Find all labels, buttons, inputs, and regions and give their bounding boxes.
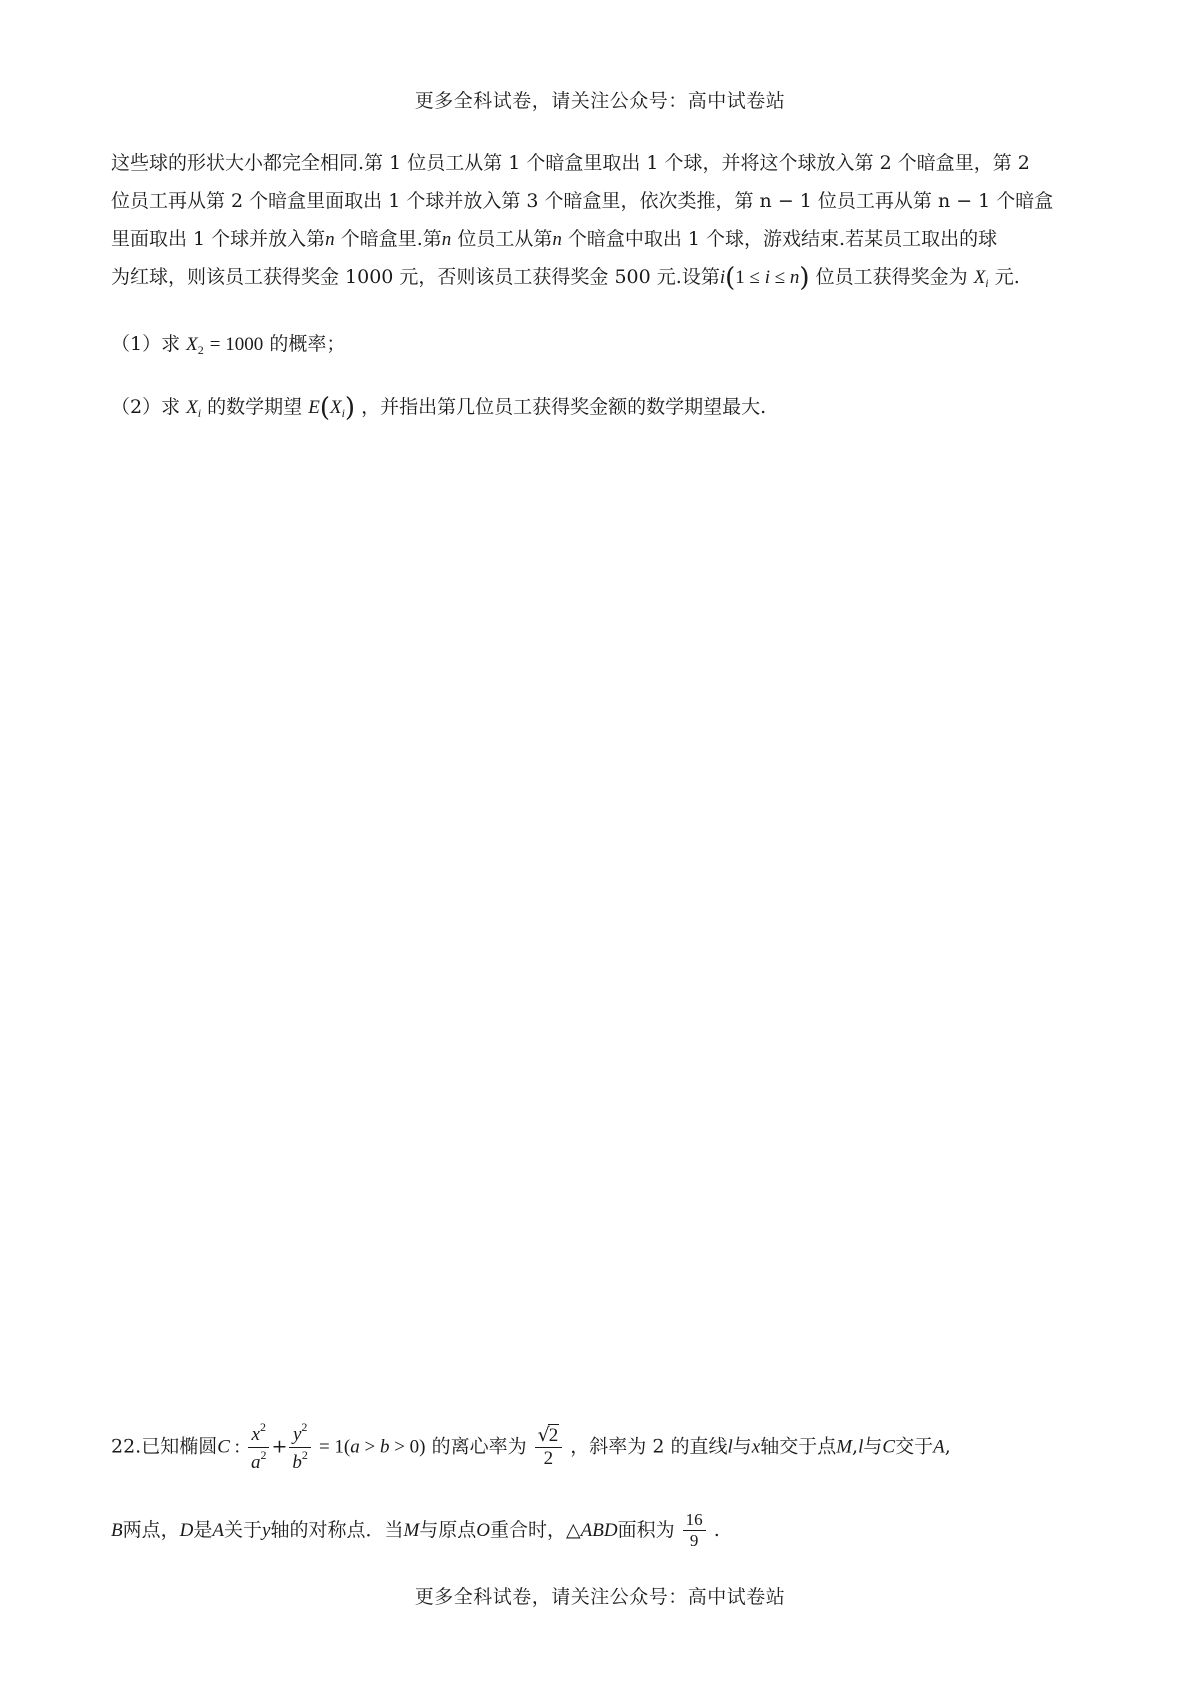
fraction-sqrt2-over-2: $\frac{√2}{2}$ <box>535 1424 563 1472</box>
q21-line-3: 里面取出 1 个球并放入第n 个暗盒里.第n 位员工从第n 个暗盒中取出 1 个球，游戏结束.若某员工取出的球 <box>111 228 998 250</box>
fraction-16-over-9: $\frac{16}{9}$ <box>683 1510 706 1552</box>
q21-part-2: （2）求 $X_i$ 的数学期望 $E(X_i)$ ，并指出第几位员工获得奖金额的数学期望最大. <box>111 393 767 423</box>
q21-line-4: 为红球，则该员工获得奖金 1000 元，否则该员工获得奖金 500 元.设第i(1 ≤ i ≤ n) 位员工获得奖金为 $X_i$ 元. <box>111 263 1020 293</box>
page-header: 更多全科试卷，请关注公众号：高中试卷站 <box>414 90 786 112</box>
q21-part-1: （1）求 $X_2 = 1000$ 的概率； <box>111 333 346 357</box>
q21-line-1: 这些球的形状大小都完全相同.第 1 位员工从第 1 个暗盒里取出 1 个球，并将这个球放入第 2 个暗盒里，第 2 <box>111 152 1030 174</box>
q22-line-1: 22.已知椭圆C : $\frac{x^2}{a^2}$ + $\frac{y^2}{b^2}$ = 1(a > b > 0) 的离心率为 $\frac{√2}{2}$ ，斜率为 2 的直线l与x轴交于点M,l与C交于A, <box>111 1420 951 1473</box>
q21-line-2: 位员工再从第 2 个暗盒里面取出 1 个球并放入第 3 个暗盒里，依次类推，第 n − 1 位员工再从第 n − 1 个暗盒 <box>111 190 1054 212</box>
q22-line-2: B两点，D是A关于y轴的对称点．当M与原点O重合时，△ABD面积为 $\frac{16}{9}$ . <box>111 1510 720 1551</box>
page-footer: 更多全科试卷，请关注公众号：高中试卷站 <box>414 1586 786 1608</box>
fraction-y2-b2: $\frac{y^2}{b^2}$ <box>289 1420 311 1475</box>
fraction-x2-a2: $\frac{x^2}{a^2}$ <box>248 1420 270 1475</box>
